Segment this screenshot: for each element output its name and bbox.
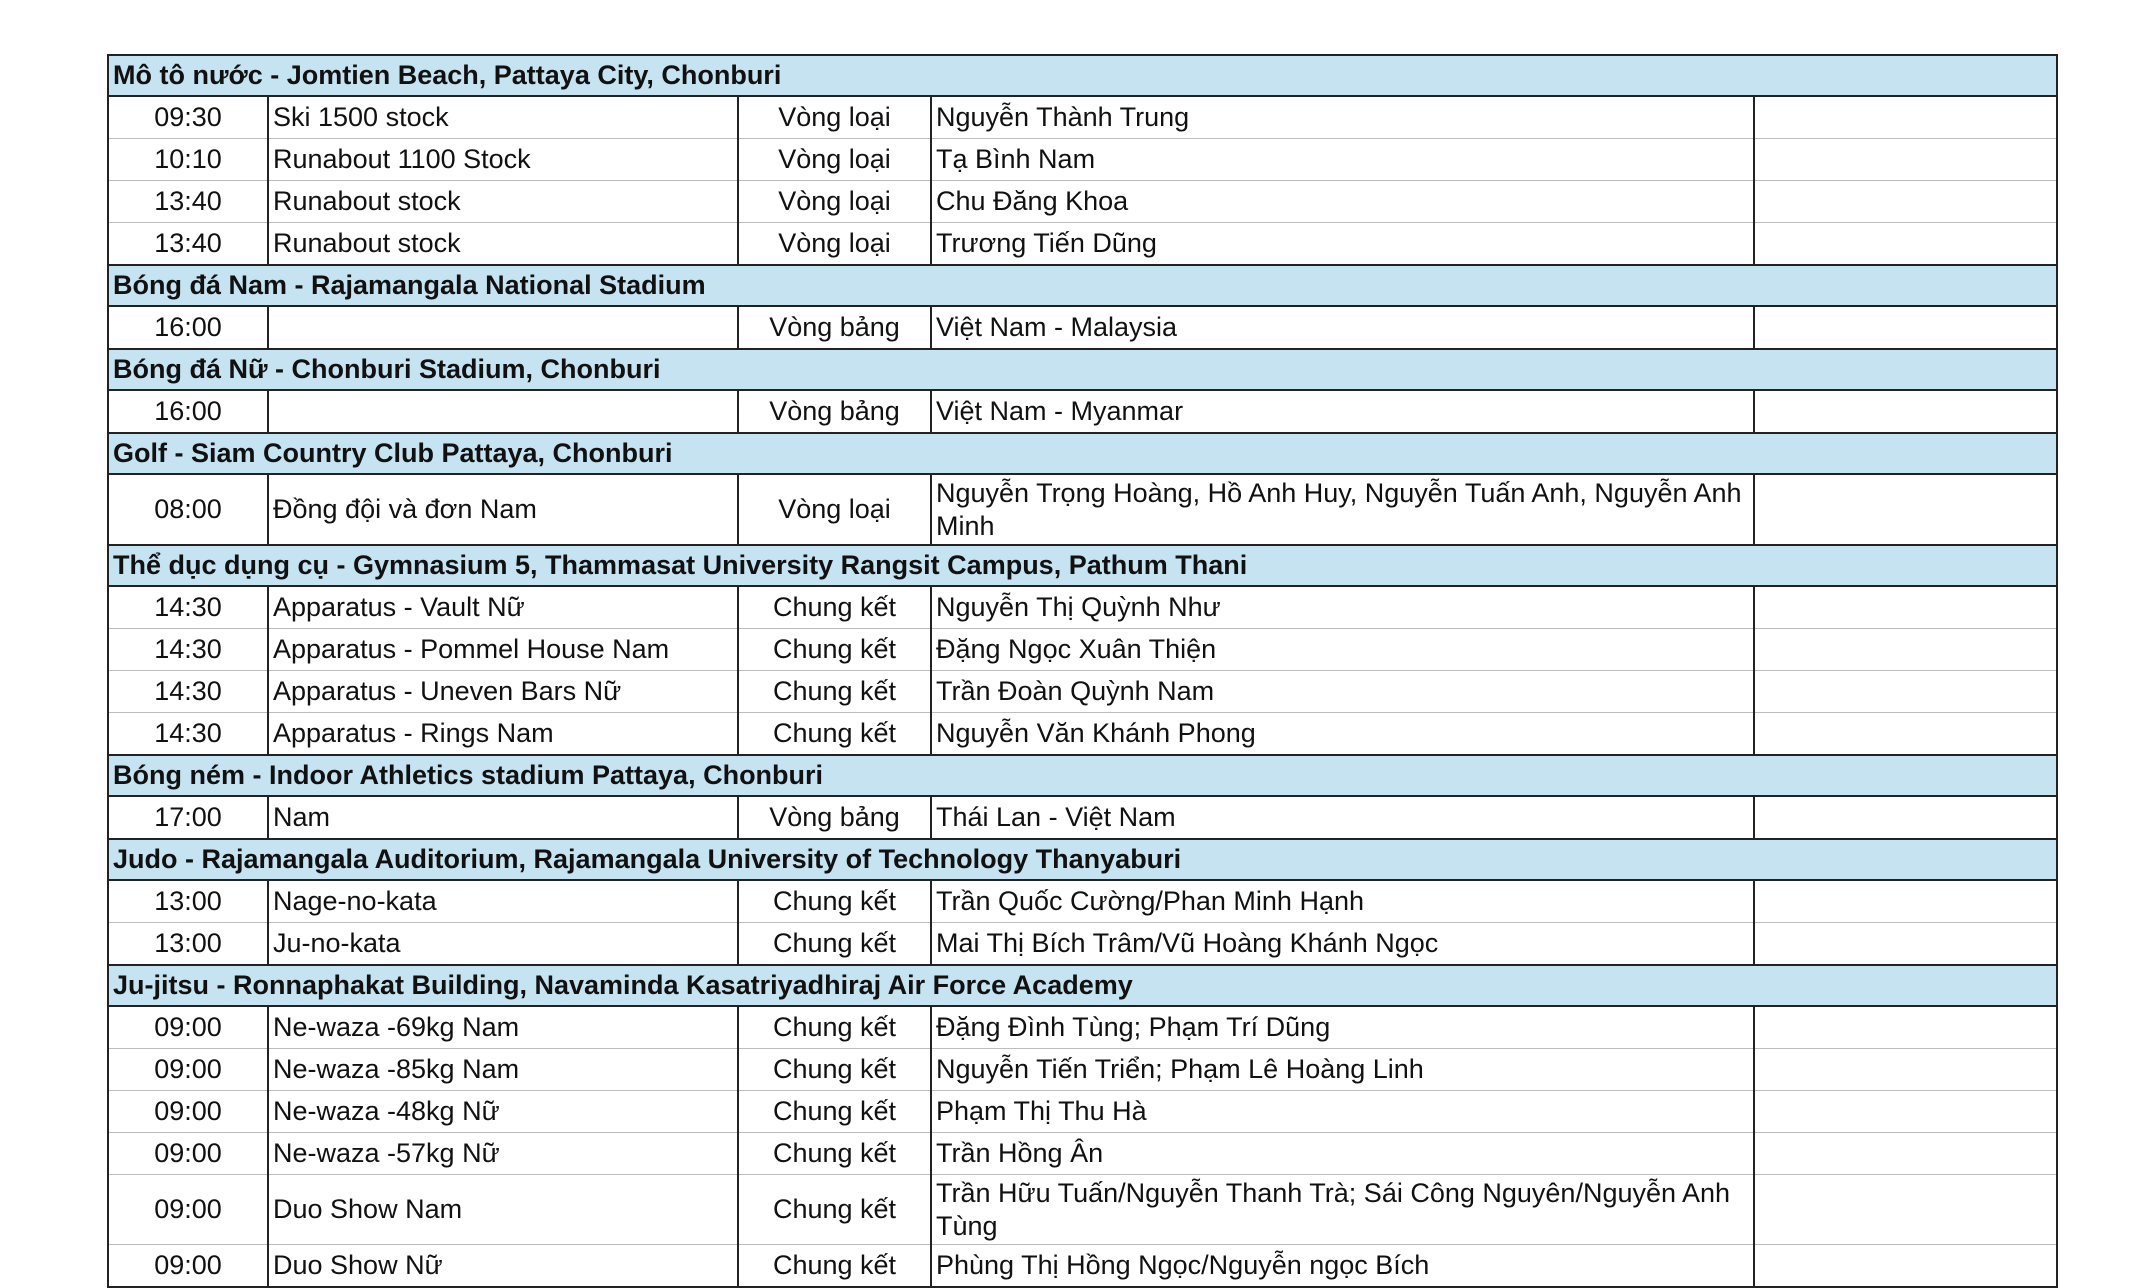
round-cell: Chung kết [738,1175,931,1245]
time-cell: 09:00 [108,1245,268,1288]
table-row [108,390,2057,433]
event-cell: Ne-waza -85kg Nam [268,1049,738,1091]
section-title: Thể dục dụng cụ - Gymnasium 5, Thammasat University Rangsit Campus, Pathum Thani [108,545,2057,586]
event-cell: Apparatus - Vault Nữ [268,586,738,629]
section-title: Ju-jitsu - Ronnaphakat Building, Navaminda Kasatriyadhiraj Air Force Academy [108,965,2057,1006]
section-title: Bóng ném - Indoor Athletics stadium Pattaya, Chonburi [108,755,2057,796]
section-title: Bóng đá Nữ - Chonburi Stadium, Chonburi [108,349,2057,390]
round-cell: Chung kết [738,1091,931,1133]
note-cell [1754,713,2057,756]
table-row [108,223,2057,266]
section-title: Judo - Rajamangala Auditorium, Rajamangala University of Technology Thanyaburi [108,839,2057,880]
round-cell: Chung kết [738,1133,931,1175]
round-cell: Chung kết [738,629,931,671]
table-row [108,923,2057,966]
athletes-cell: Nguyễn Tiến Triển; Phạm Lê Hoàng Linh [931,1049,1754,1091]
note-cell [1754,796,2057,839]
event-cell: Runabout stock [268,223,738,266]
round-cell: Chung kết [738,923,931,966]
note-cell [1754,223,2057,266]
round-cell: Vòng bảng [738,306,931,349]
section-header [108,349,2057,390]
section-title: Golf - Siam Country Club Pattaya, Chonburi [108,433,2057,474]
athletes-cell: Trần Quốc Cường/Phan Minh Hạnh [931,880,1754,923]
note-cell [1754,390,2057,433]
event-cell: Nage-no-kata [268,880,738,923]
note-cell [1754,474,2057,545]
time-cell: 10:10 [108,139,268,181]
round-cell: Chung kết [738,1006,931,1049]
round-cell: Chung kết [738,713,931,756]
event-cell: Apparatus - Rings Nam [268,713,738,756]
note-cell [1754,181,2057,223]
table-row [108,880,2057,923]
note-cell [1754,139,2057,181]
athletes-cell: Đặng Ngọc Xuân Thiện [931,629,1754,671]
time-cell: 09:00 [108,1049,268,1091]
note-cell [1754,671,2057,713]
table-row [108,1091,2057,1133]
time-cell: 09:00 [108,1006,268,1049]
athletes-cell: Phạm Thị Thu Hà [931,1091,1754,1133]
round-cell: Vòng loại [738,139,931,181]
athletes-cell: Thái Lan - Việt Nam [931,796,1754,839]
event-cell: Đồng đội và đơn Nam [268,474,738,545]
table-row [108,1133,2057,1175]
round-cell: Chung kết [738,1049,931,1091]
athletes-cell: Phùng Thị Hồng Ngọc/Nguyễn ngọc Bích [931,1245,1754,1288]
note-cell [1754,1091,2057,1133]
note-cell [1754,96,2057,139]
round-cell: Vòng loại [738,181,931,223]
note-cell [1754,923,2057,966]
time-cell: 13:00 [108,880,268,923]
section-header [108,545,2057,586]
round-cell: Vòng loại [738,223,931,266]
athletes-cell: Trương Tiến Dũng [931,223,1754,266]
athletes-cell: Chu Đăng Khoa [931,181,1754,223]
event-cell: Ski 1500 stock [268,96,738,139]
section-header [108,265,2057,306]
event-cell: Nam [268,796,738,839]
round-cell: Vòng bảng [738,390,931,433]
section-header [108,433,2057,474]
table-row [108,1049,2057,1091]
time-cell: 09:00 [108,1133,268,1175]
section-header [108,839,2057,880]
table-row [108,181,2057,223]
table-row [108,713,2057,756]
athletes-cell: Việt Nam - Myanmar [931,390,1754,433]
table-row [108,586,2057,629]
table-row [108,306,2057,349]
note-cell [1754,1133,2057,1175]
event-cell: Ne-waza -57kg Nữ [268,1133,738,1175]
note-cell [1754,1245,2057,1288]
round-cell: Vòng loại [738,96,931,139]
event-cell: Ju-no-kata [268,923,738,966]
schedule-table [107,54,2058,1288]
table-row [108,1006,2057,1049]
table-row [108,96,2057,139]
event-cell: Apparatus - Uneven Bars Nữ [268,671,738,713]
time-cell: 14:30 [108,713,268,756]
note-cell [1754,306,2057,349]
athletes-cell: Nguyễn Trọng Hoàng, Hồ Anh Huy, Nguyễn Tuấn Anh, Nguyễn Anh Minh [931,474,1754,545]
athletes-cell: Trần Đoàn Quỳnh Nam [931,671,1754,713]
event-cell: Ne-waza -69kg Nam [268,1006,738,1049]
time-cell: 09:00 [108,1175,268,1245]
section-header [108,965,2057,1006]
athletes-cell: Nguyễn Thành Trung [931,96,1754,139]
time-cell: 16:00 [108,390,268,433]
time-cell: 13:00 [108,923,268,966]
table-row [108,1245,2057,1288]
event-cell: Apparatus - Pommel House Nam [268,629,738,671]
time-cell: 17:00 [108,796,268,839]
athletes-cell: Tạ Bình Nam [931,139,1754,181]
athletes-cell: Trần Hữu Tuấn/Nguyễn Thanh Trà; Sái Công Nguyên/Nguyễn Anh Tùng [931,1175,1754,1245]
time-cell: 14:30 [108,629,268,671]
note-cell [1754,629,2057,671]
time-cell: 14:30 [108,671,268,713]
time-cell: 13:40 [108,223,268,266]
note-cell [1754,1175,2057,1245]
round-cell: Chung kết [738,671,931,713]
event-cell: Ne-waza -48kg Nữ [268,1091,738,1133]
athletes-cell: Việt Nam - Malaysia [931,306,1754,349]
round-cell: Chung kết [738,880,931,923]
time-cell: 16:00 [108,306,268,349]
athletes-cell: Nguyễn Thị Quỳnh Như [931,586,1754,629]
section-title: Mô tô nước - Jomtien Beach, Pattaya City, Chonburi [108,55,2057,96]
note-cell [1754,1006,2057,1049]
time-cell: 09:00 [108,1091,268,1133]
round-cell: Chung kết [738,586,931,629]
section-header [108,755,2057,796]
event-cell [268,306,738,349]
event-cell: Duo Show Nữ [268,1245,738,1288]
athletes-cell: Trần Hồng Ân [931,1133,1754,1175]
event-cell: Duo Show Nam [268,1175,738,1245]
table-row [108,796,2057,839]
time-cell: 09:30 [108,96,268,139]
schedule-body [108,55,2057,1287]
event-cell [268,390,738,433]
note-cell [1754,586,2057,629]
event-cell: Runabout 1100 Stock [268,139,738,181]
note-cell [1754,1049,2057,1091]
athletes-cell: Nguyễn Văn Khánh Phong [931,713,1754,756]
event-cell: Runabout stock [268,181,738,223]
table-row [108,1175,2057,1245]
table-row [108,629,2057,671]
athletes-cell: Mai Thị Bích Trâm/Vũ Hoàng Khánh Ngọc [931,923,1754,966]
table-row [108,671,2057,713]
table-row [108,139,2057,181]
time-cell: 08:00 [108,474,268,545]
table-row [108,474,2057,545]
round-cell: Vòng loại [738,474,931,545]
section-header [108,55,2057,96]
athletes-cell: Đặng Đình Tùng; Phạm Trí Dũng [931,1006,1754,1049]
round-cell: Vòng bảng [738,796,931,839]
time-cell: 13:40 [108,181,268,223]
time-cell: 14:30 [108,586,268,629]
section-title: Bóng đá Nam - Rajamangala National Stadium [108,265,2057,306]
note-cell [1754,880,2057,923]
round-cell: Chung kết [738,1245,931,1288]
